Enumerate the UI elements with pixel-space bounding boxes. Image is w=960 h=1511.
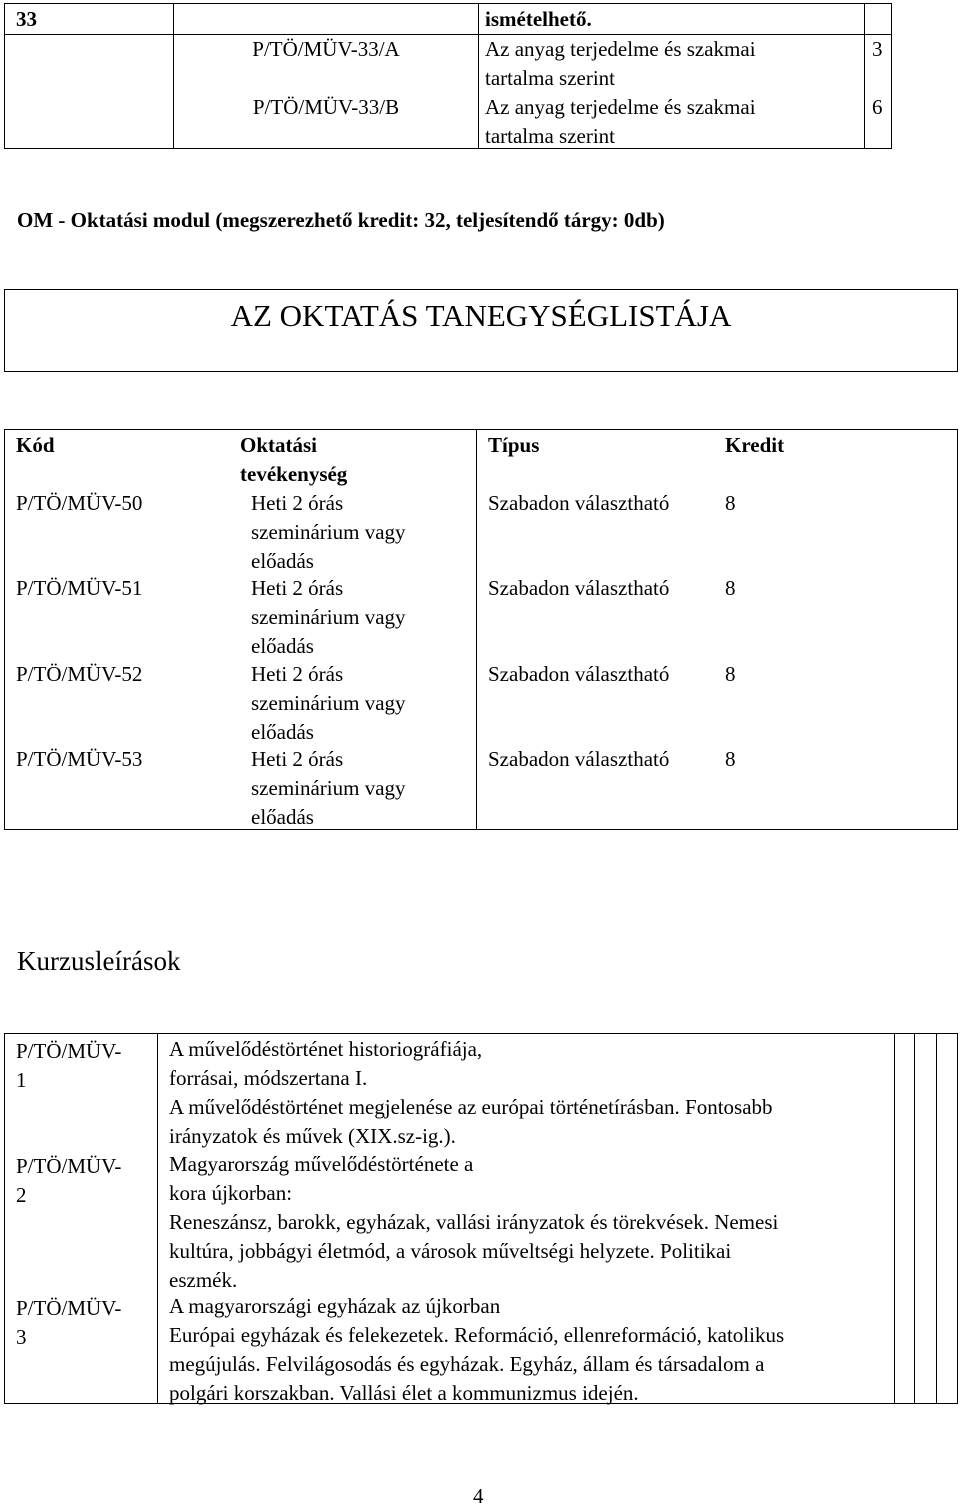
units-header-activity-line: tevékenység [240,462,348,486]
top-table-divider [173,3,174,149]
unit-activity-line: előadás [251,805,314,829]
units-header-activity-line: Oktatási [240,433,318,457]
top-table-desc [485,93,756,151]
course-code-line: 1 [16,1068,27,1092]
course-line: Európai egyházak és felekezetek. Reformáció, ellenreformáció, katolikus [169,1323,785,1347]
units-table-divider [476,429,477,830]
unit-credit: 8 [725,576,736,600]
courses-table-divider [914,1033,915,1404]
course-code [16,1037,121,1095]
top-table-credit: 6 [872,95,883,119]
unit-code: P/TÖ/MÜV-52 [16,662,143,686]
top-table-code: P/TÖ/MÜV-33/A [252,37,400,61]
top-table-divider [864,3,865,149]
unit-type: Szabadon választható [488,662,670,686]
course-line: eszmék. [169,1268,238,1292]
course-description [169,1150,778,1295]
courses-heading: Kurzusleírások [17,946,181,976]
course-line: A művelődéstörténet megjelenése az európai történetírásban. Fontosabb [169,1095,773,1119]
course-code-line: P/TÖ/MÜV- [16,1296,122,1320]
course-line: A magyarországi egyházak az újkorban [169,1294,501,1318]
unit-activity-line: szeminárium vagy [251,605,406,629]
unit-type: Szabadon választható [488,491,670,515]
unit-credit: 8 [725,662,736,686]
course-line: forrásai, módszertana I. [169,1066,368,1090]
units-header-type: Típus [488,433,540,457]
top-table-desc [485,35,756,93]
unit-activity [240,745,440,832]
unit-activity-line: előadás [251,549,314,573]
course-line: polgári korszakban. Vallási élet a kommunizmus idején. [169,1381,639,1405]
unit-activity [240,660,440,747]
page-number: 4 [473,1484,484,1508]
unit-activity-line: Heti 2 órás [251,491,344,515]
top-table-row0-num: 33 [16,7,37,31]
courses-table-divider [936,1033,937,1404]
units-header-credit: Kredit [725,433,785,457]
unit-activity [240,489,440,576]
unit-credit: 8 [725,491,736,515]
section-title: AZ OKTATÁS TANEGYSÉGLISTÁJA [230,298,732,333]
course-line: kora újkorban: [169,1181,293,1205]
top-table-code: P/TÖ/MÜV-33/B [252,95,400,119]
unit-code: P/TÖ/MÜV-53 [16,747,143,771]
course-code-line: 3 [16,1325,27,1349]
unit-activity-line: előadás [251,634,314,658]
course-line: Reneszánsz, barokk, egyházak, vallási irányzatok és törekvések. Nemesi [169,1210,779,1234]
course-line: irányzatok és művek (XIX.sz-ig.). [169,1124,456,1148]
courses-table-divider [894,1033,895,1404]
top-table-desc-line: Az anyag terjedelme és szakmai [485,95,756,119]
unit-activity-line: előadás [251,720,314,744]
course-description [169,1292,784,1408]
unit-type: Szabadon választható [488,747,670,771]
course-description [169,1035,773,1151]
unit-activity [240,574,440,661]
top-table-desc-line: tartalma szerint [485,124,616,148]
units-header-code: Kód [16,433,55,457]
course-line: Magyarország művelődéstörténete a [169,1152,474,1176]
unit-activity-line: szeminárium vagy [251,691,406,715]
top-table-row0-text: ismételhető. [485,7,592,31]
section-title-box [4,289,958,372]
course-code [16,1294,121,1352]
course-code [16,1152,121,1210]
course-line: A művelődéstörténet historiográfiája, [169,1037,483,1061]
top-table-desc-line: Az anyag terjedelme és szakmai [485,37,756,61]
top-table-divider [478,3,479,149]
unit-type: Szabadon választható [488,576,670,600]
top-table [4,3,892,149]
unit-activity-line: Heti 2 órás [251,576,344,600]
courses-table-divider [157,1033,158,1404]
unit-activity-line: szeminárium vagy [251,520,406,544]
unit-code: P/TÖ/MÜV-51 [16,576,143,600]
course-code-line: P/TÖ/MÜV- [16,1154,122,1178]
course-line: megújulás. Felvilágosodás és egyházak. Egyház, állam és társadalom a [169,1352,765,1376]
top-table-desc-line: tartalma szerint [485,66,616,90]
course-code-line: P/TÖ/MÜV- [16,1039,122,1063]
units-table [4,429,958,830]
unit-credit: 8 [725,747,736,771]
course-line: kultúra, jobbágyi életmód, a városok műveltségi helyzete. Politikai [169,1239,732,1263]
module-heading: OM - Oktatási modul (megszerezhető kredit: 32, teljesítendő tárgy: 0db) [17,208,665,232]
unit-activity-line: Heti 2 órás [251,747,344,771]
course-code-line: 2 [16,1183,27,1207]
top-table-credit: 3 [872,37,883,61]
units-header-activity [240,431,395,489]
unit-activity-line: Heti 2 órás [251,662,344,686]
unit-code: P/TÖ/MÜV-50 [16,491,143,515]
unit-activity-line: szeminárium vagy [251,776,406,800]
